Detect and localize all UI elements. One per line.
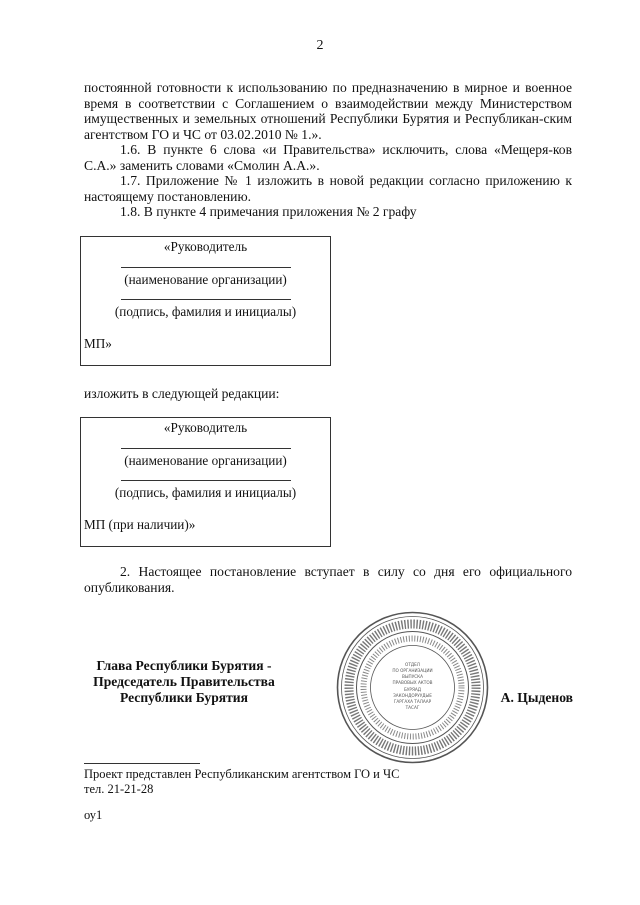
seal-text-line: ПРАВОВЫХ АКТОВ — [392, 680, 433, 685]
official-seal — [335, 610, 490, 765]
paragraph-continuation: постоянной готовности к использованию по предназначению в мирное и военное время в соответствии с Соглашением о взаимодействии между Министерством имущественных и земельных отношений Республики Бурятия и Республикан-ским агентством ГО и ЧС от 03.02.2010 № 1.». — [84, 80, 572, 142]
seal-text-line: ВЫПУСКА — [401, 674, 424, 679]
form-box-old — [80, 236, 331, 366]
signature-title — [84, 658, 284, 706]
paragraph-1-6: 1.6. В пункте 6 слова «и Правительства» исключить, слова «Мещеря-ков С.А.» заменить словами «Смолин А.А.». — [84, 142, 572, 173]
form-line — [121, 448, 291, 449]
form-sign-caption: (подпись, фамилия и инициалы) — [114, 304, 297, 319]
signature-line: Глава Республики Бурятия - — [96, 658, 272, 673]
clause-2: 2. Настоящее постановление вступает в силу со дня его официального опубликования. — [84, 564, 572, 595]
form-org-caption: (наименование организации) — [124, 272, 287, 287]
form-sign-caption: (подпись, фамилия и инициалы) — [114, 485, 297, 500]
footnote-line: тел. 21-21-28 — [84, 781, 154, 796]
seal-text-line: ОТДЕЛ — [405, 662, 420, 667]
body-text — [84, 80, 572, 220]
form-org-caption: (наименование организации) — [124, 453, 287, 468]
form-mp: МП» — [84, 336, 112, 351]
seal-center-text — [392, 662, 432, 710]
seal-text-line: ГАРГАХА ТАЛААР — [393, 699, 432, 704]
page-number: 2 — [316, 38, 324, 53]
form-mp: МП (при наличии)» — [84, 517, 196, 532]
seal-text-line: ТАСАГ — [405, 705, 420, 710]
seal-text-line: ПО ОРГАНИЗАЦИИ — [392, 668, 433, 673]
footnote-line: Проект представлен Республиканским агентством ГО и ЧС — [84, 767, 400, 781]
form-line — [121, 267, 291, 268]
signature-line: Председатель Правительства — [93, 674, 275, 689]
signature-name: А. Цыденов — [500, 690, 573, 705]
paragraph-1-7: 1.7. Приложение № 1 изложить в новой редакции согласно приложению к настоящему постановлению. — [84, 173, 572, 204]
seal-text-line: ЗАКОНДОРУУДЫЕ — [393, 693, 432, 698]
footnote-divider — [84, 763, 200, 764]
form-title: «Руководитель — [163, 420, 248, 435]
form-title: «Руководитель — [163, 239, 248, 254]
form-line — [121, 480, 291, 481]
signature-line: Республики Бурятия — [119, 690, 248, 705]
paragraph-1-8: 1.8. В пункте 4 примечания приложения № 2 графу — [120, 204, 417, 219]
form-box-new — [80, 417, 331, 547]
footnote — [84, 767, 399, 796]
seal-text-line: БУРЯАД — [404, 687, 421, 692]
after-text: изложить в следующей редакции: — [84, 386, 280, 401]
document-code: оу1 — [84, 808, 103, 822]
form-line — [121, 299, 291, 300]
